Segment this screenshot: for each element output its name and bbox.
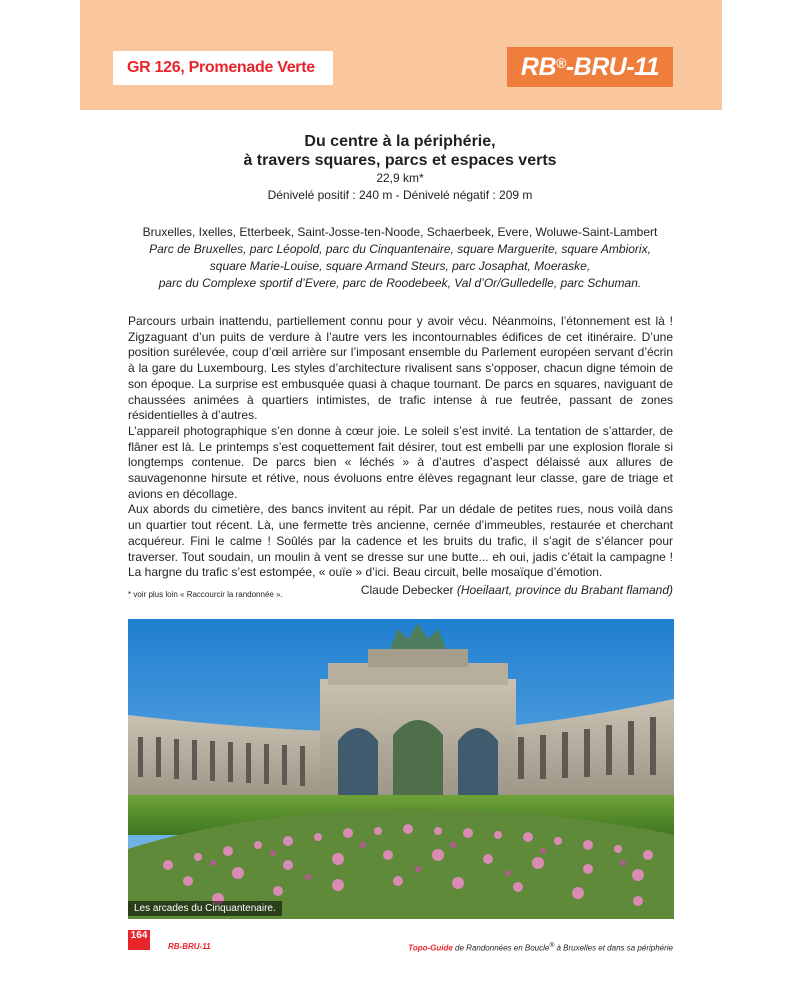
story-text bbox=[128, 314, 673, 599]
photo-caption: Les arcades du Cinquantenaire. bbox=[128, 901, 282, 916]
footer-guide-title: Topo-Guide de Randonnées en Boucle® à Bruxelles et dans sa périphérie bbox=[408, 942, 673, 953]
title-line-2: à travers squares, parcs et espaces verts bbox=[243, 152, 557, 169]
title-block bbox=[80, 132, 720, 204]
route-code-box bbox=[507, 47, 673, 87]
page-number: 164 bbox=[130, 930, 148, 941]
distance: 22,9 km* bbox=[376, 171, 424, 185]
story-paragraph-2: L’appareil photographique s’en donne à cœur joie. Le soleil s’est invité. La tentation de s’attarder, de flâner est là. Le printemps s’est coquettement fait désirer, tout est embelli par une explosion florale si longtemps contenue. De parcs bien « léchés » à d’autres d’aspect délaissé aux allures de sauvagenonne hirsute et rétive, nous évoluons entre élèves regagnant leur classe, gare de triage et avions en décollage. bbox=[128, 423, 673, 501]
author: Claude Debecker bbox=[360, 582, 454, 597]
elevation: Dénivelé positif : 240 m - Dénivelé négatif : 209 m bbox=[267, 188, 533, 202]
footnote: * voir plus loin « Raccourcir la randonnée ». bbox=[128, 590, 283, 599]
story-paragraph-1: Parcours urbain inattendu, partiellement connu pour y avoir vécu. Néanmoins, l’étonnement est là ! Zigzaguant d’un puits de verdure à l’autre vers les incontournables édifices de cet itinéraire. D’une position surélevée, coup d’œil arrière sur l’imposant ensemble du Parlement européen servant d’écrin à la gare du Luxembourg. Les styles d’architecture rivalisent sans s’opposer, chacun digne témoin de son époque. La surprise est embusquée quasi à chaque tournant. De parcs en squares, naviguant de chaussées animées à quartiers intimistes, de trafic intense à rue feutrée, passant de zones résidentielles à d’autres. bbox=[128, 314, 673, 423]
parks-line-2: square Marie-Louise, square Armand Steurs, parc Josaphat, Moeraske, bbox=[209, 259, 591, 273]
footer-route-code: RB-BRU-11 bbox=[168, 942, 211, 951]
route-code: RB®-BRU-11 bbox=[520, 52, 660, 81]
places-block bbox=[100, 224, 700, 292]
communes: Bruxelles, Ixelles, Etterbeek, Saint-Josse-ten-Noode, Schaerbeek, Evere, Woluwe-Saint-Lambert bbox=[142, 225, 658, 239]
title-line-1: Du centre à la périphérie, bbox=[304, 133, 496, 150]
cinquantenaire-photo bbox=[128, 619, 674, 919]
parks-line-1: Parc de Bruxelles, parc Léopold, parc du Cinquantenaire, square Marguerite, square Ambiorix, bbox=[149, 242, 651, 256]
page-number-box bbox=[128, 930, 150, 950]
story-paragraph-3: Aux abords du cimetière, des bancs invitent au répit. Par un dédale de petites rues, nous voilà dans un quartier tout récent. Là, une fermette très ancienne, cernée d’immeubles, restaurée et cherchant acquéreur. Fini le calme ! Soûlés par la cadence et les bruits du trafic, il s’agit de s’élancer pour traverser. Tout soudain, un moulin à vent se dresse sur une butte... eh oui, jadis c’était la campagne ! La hargne du trafic s’est estompée, « ouïe » d’ici. Beau circuit, belle mosaïque d’émotion. bbox=[128, 502, 673, 580]
route-name-tab bbox=[113, 51, 333, 85]
author-origin: (Hoeilaart, province du Brabant flamand) bbox=[456, 582, 673, 597]
parks-line-3: parc du Complexe sportif d’Evere, parc de Roodebeek, Val d’Or/Gulledelle, parc Schuman. bbox=[158, 276, 642, 290]
route-name: GR 126, Promenade Verte bbox=[127, 59, 315, 76]
